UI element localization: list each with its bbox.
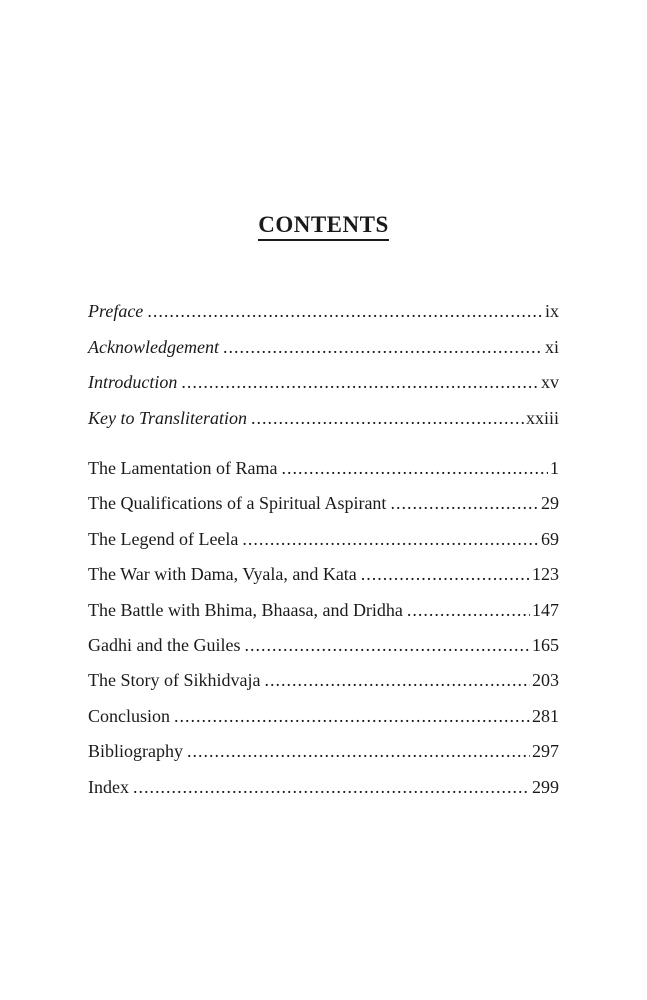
dot-leader [133,774,530,800]
dot-leader [407,597,530,623]
toc-entry-chapter [88,490,559,525]
toc-entry-page: xi [544,336,559,357]
toc-entry-page: 1 [550,458,559,478]
toc-entry-label: The Qualifications of a Spiritual Aspirant [88,493,387,514]
toc-entry-label: Acknowledgement [88,336,219,357]
toc-entry-page: xxiii [525,407,559,428]
dot-leader [264,667,530,693]
dot-leader [223,334,543,360]
toc-entry-page: 281 [532,705,559,726]
toc-entry-chapter [88,597,559,632]
chapter-list [88,455,559,809]
dot-leader [147,298,543,324]
dot-leader [251,405,524,431]
dot-leader [187,738,530,764]
toc-entry-chapter [88,738,559,773]
toc-entry-acknowledgement [88,334,559,370]
toc-entry-label: Preface [88,301,144,321]
toc-entry-page: xv [541,372,559,392]
toc-entry-label: The Legend of Leela [88,528,239,549]
dot-leader [244,632,530,658]
dot-leader [281,455,548,481]
toc-entry-preface [88,298,559,334]
toc-entry-chapter [88,703,559,738]
toc-entry-key-to-transliteration [88,405,559,441]
toc-entry-chapter [88,526,559,561]
toc-entry-label: The Lamentation of Rama [88,458,278,478]
toc-entry-label: The Story of Sikhidvaja [88,670,261,691]
front-matter-list [88,298,559,440]
toc-entry-introduction [88,369,559,405]
toc-entry-page: 203 [532,670,559,691]
toc-entry-page: 297 [532,741,559,762]
toc-entry-chapter [88,455,559,490]
toc-entry-page: ix [544,301,559,321]
toc-entry-label: Key to Transliteration [88,407,248,428]
toc-entry-page: 123 [532,564,559,585]
toc-entry-label: Gadhi and the Guiles [88,634,241,655]
toc-entry-page: 299 [532,776,559,797]
page-title-text: CONTENTS [258,212,389,241]
toc-entry-label: Introduction [88,372,178,392]
toc-entry-page: 69 [541,528,559,549]
dot-leader [361,561,530,587]
toc-entry-page: 165 [532,634,559,655]
dot-leader [174,703,530,729]
toc-entry-page: 29 [541,493,559,514]
toc-entry-label: Index [88,776,129,797]
dot-leader [390,490,539,516]
page-title [0,212,647,241]
dot-leader [242,526,539,552]
toc-entry-chapter [88,561,559,596]
toc-entry-label: Bibliography [88,741,183,762]
toc-entry-chapter [88,667,559,702]
toc-entry-page: 147 [532,599,559,620]
toc-entry-label: Conclusion [88,705,171,726]
toc-entry-label: The Battle with Bhima, Bhaasa, and Dridha [88,599,403,620]
toc-entry-chapter [88,632,559,667]
toc-entry-label: The War with Dama, Vyala, and Kata [88,564,357,585]
toc-entry-chapter [88,774,559,809]
dot-leader [181,369,539,395]
